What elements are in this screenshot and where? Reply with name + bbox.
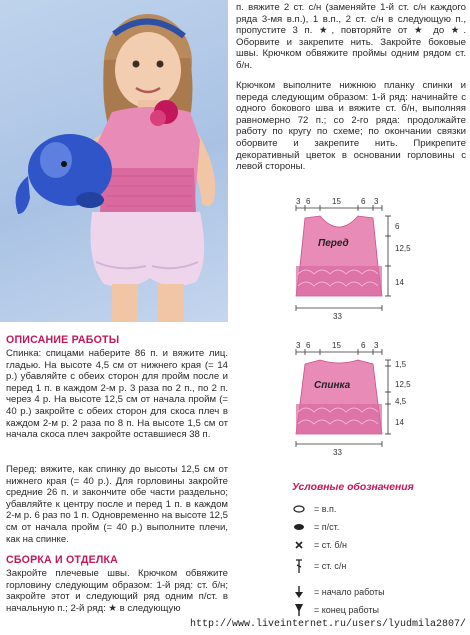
legend-item-slip xyxy=(292,522,339,532)
continuation-paragraph: п. вяжите 2 ст. с/н (заменяйте 1-й ст. с/н каждого ряда 3-мя в.п.), 1 в.п., 2 ст. с/н в следующую п., пропустите 3 п. ★, повторяйте от ★ до ★. Оборвите и закрепите нить. Закройте боковые швы. Крючком обвяжите проймы одним рядом ст. б/н. xyxy=(236,2,466,71)
back-dim-top-5: 3 xyxy=(374,341,379,350)
legend-title: Условные обозначения xyxy=(292,482,414,493)
slip-stitch-dot-icon xyxy=(292,523,306,531)
back-dim-bottom: 33 xyxy=(333,448,342,457)
product-photo xyxy=(0,0,228,322)
back-dim-side-4: 14 xyxy=(395,418,404,427)
front-dim-top-5: 3 xyxy=(374,197,379,206)
legend-text: = конец работы xyxy=(314,605,379,615)
single-crochet-x-icon xyxy=(292,540,306,550)
double-crochet-t-icon xyxy=(292,558,306,574)
source-url[interactable]: http://www.liveinternet.ru/users/lyudmila2807/ xyxy=(190,619,467,630)
back-schematic xyxy=(282,340,412,458)
back-dim-top-4: 6 xyxy=(361,341,366,350)
chain-oval-icon xyxy=(292,505,306,513)
start-arrow-icon xyxy=(292,586,306,598)
front-dim-bottom: 33 xyxy=(333,312,342,321)
assembly-heading: СБОРКА И ОТДЕЛКА xyxy=(6,554,118,566)
legend-item-start xyxy=(292,586,385,598)
legend-text: = ст. с/н xyxy=(314,561,347,571)
legend-text: = ст. б/н xyxy=(314,540,348,550)
assembly-instructions: Закройте плечевые швы. Крючком обвяжите горловину следующим образом: 1-й ряд: ст. б/н; закройте этот и следующий ряд одним п/ст. в начальную п.; 2-й ряд: ★ в следующую xyxy=(6,568,228,614)
front-dim-side-1: 6 xyxy=(395,222,400,231)
back-dim-side-2: 12,5 xyxy=(395,380,411,389)
front-dim-top-1: 3 xyxy=(296,197,301,206)
front-label: Перед xyxy=(318,238,349,249)
legend-item-single xyxy=(292,540,347,550)
back-dim-top-1: 3 xyxy=(296,341,301,350)
front-dim-top-4: 6 xyxy=(361,197,366,206)
legend-text: = в.п. xyxy=(314,504,337,514)
front-dim-side-3: 14 xyxy=(395,278,404,287)
legend-item-double xyxy=(292,558,346,574)
legend-item-end xyxy=(292,604,379,616)
front-dim-side-2: 12,5 xyxy=(395,244,411,253)
front-dim-top-2: 6 xyxy=(306,197,311,206)
legend-text: = п/ст. xyxy=(314,522,340,532)
end-arrow-icon xyxy=(292,604,306,616)
front-schematic xyxy=(282,196,412,326)
front-instructions: Перед: вяжите, как спинку до высоты 12,5 см от нижнего края (= 40 р.). Для горловины закройте средние 26 п. и закончите обе части раздельно; убавляйте к центру после и перед 1 п. в каждом 2-м р. 6 раз по 1 п. Одновременно на высоте 12,5 см от начала пройм (= 40 р.) выполните плечи, как на спинке. xyxy=(6,464,228,545)
front-dim-top-3: 15 xyxy=(332,197,341,206)
back-label: Спинка xyxy=(314,380,351,391)
legend-text: = начало работы xyxy=(314,587,385,597)
legend-item-chain xyxy=(292,504,336,514)
back-dim-side-1: 1,5 xyxy=(395,360,407,369)
back-dim-top-3: 15 xyxy=(332,341,341,350)
back-dim-side-3: 4,5 xyxy=(395,397,407,406)
description-heading: ОПИСАНИЕ РАБОТЫ xyxy=(6,334,120,346)
back-instructions: Спинка: спицами наберите 86 п. и вяжите лиц. гладью. На высоте 4,5 см от нижнего края (= 14 р.) убавляйте с обеих сторон для пройм после и перед 1 п. в каждом 2-м р. 3 раза по 2 п., по 2 п. через 4 р. На высоте 12,5 см от начала пройм (= 40 р.) закройте с обеих сторон для скоса плеч в каждом 2-м р. 2 раза по 8 п. На высоте 1,5 см от начала скоса плеч закройте оставшиеся 38 п. xyxy=(6,348,228,441)
back-dim-top-2: 6 xyxy=(306,341,311,350)
bottom-band-paragraph: Крючком выполните нижнюю планку спинки и переда следующим образом: 1-й ряд: начинайте с одного бокового шва и вяжите ст. б/н, выполняя равномерно 72 п.; со 2-го ряда: продолжайте работу по кругу по схеме; по окончании связки оборвите и закрепите нить. Прикрепите декоративный цветок в основании горловины с левой стороны. xyxy=(236,80,466,173)
